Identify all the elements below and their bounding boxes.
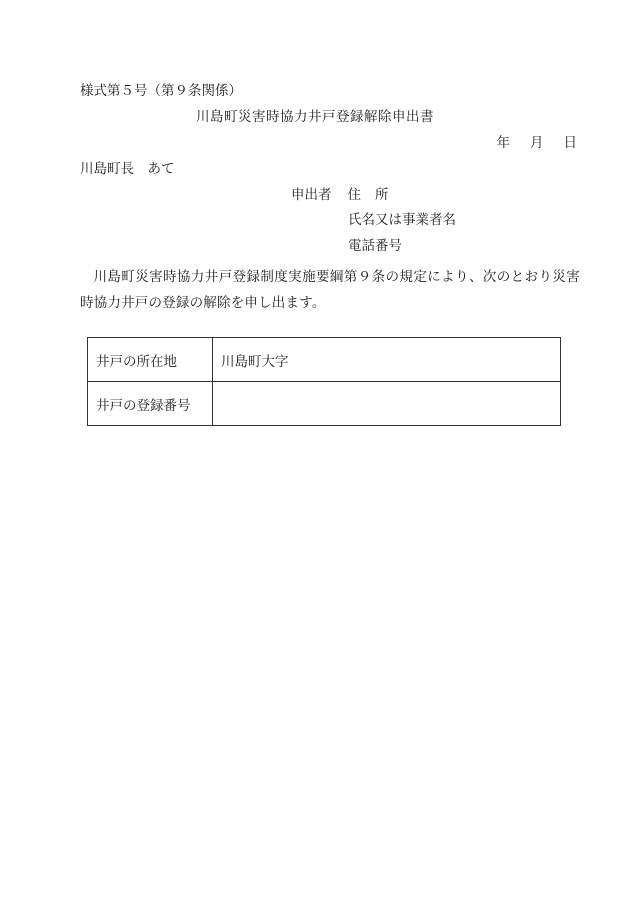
address-label-2: 所	[375, 187, 389, 203]
form-number: 様式第５号（第９条関係）	[80, 83, 242, 99]
well-registration-number-label: 井戸の登録番号	[88, 382, 213, 426]
date-day-label: 日	[563, 135, 577, 151]
well-info-table	[87, 337, 561, 426]
table-row	[88, 338, 561, 382]
date-line	[497, 137, 578, 151]
applicant-phone-label: 電話番号	[348, 238, 402, 254]
applicant-label: 申出者	[291, 187, 332, 203]
document-title: 川島町災害時協力井戸登録解除申出書	[196, 109, 434, 125]
date-month-label: 月	[530, 135, 544, 151]
body-text: 川島町災害時協力井戸登録制度実施要綱第９条の規定により、次のとおり災害時協力井戸の登録の解除を申し出ます。	[80, 269, 580, 311]
applicant-address-row	[291, 189, 389, 203]
address-label-1: 住	[347, 187, 361, 203]
well-location-label: 井戸の所在地	[88, 338, 213, 382]
date-year-label: 年	[496, 135, 510, 151]
applicant-name-label: 氏名又は事業者名	[348, 212, 456, 228]
well-location-value[interactable]: 川島町大字	[213, 338, 561, 382]
table-row	[88, 382, 561, 426]
addressee: 川島町長 あて	[80, 161, 175, 177]
well-registration-number-value[interactable]	[213, 382, 561, 426]
